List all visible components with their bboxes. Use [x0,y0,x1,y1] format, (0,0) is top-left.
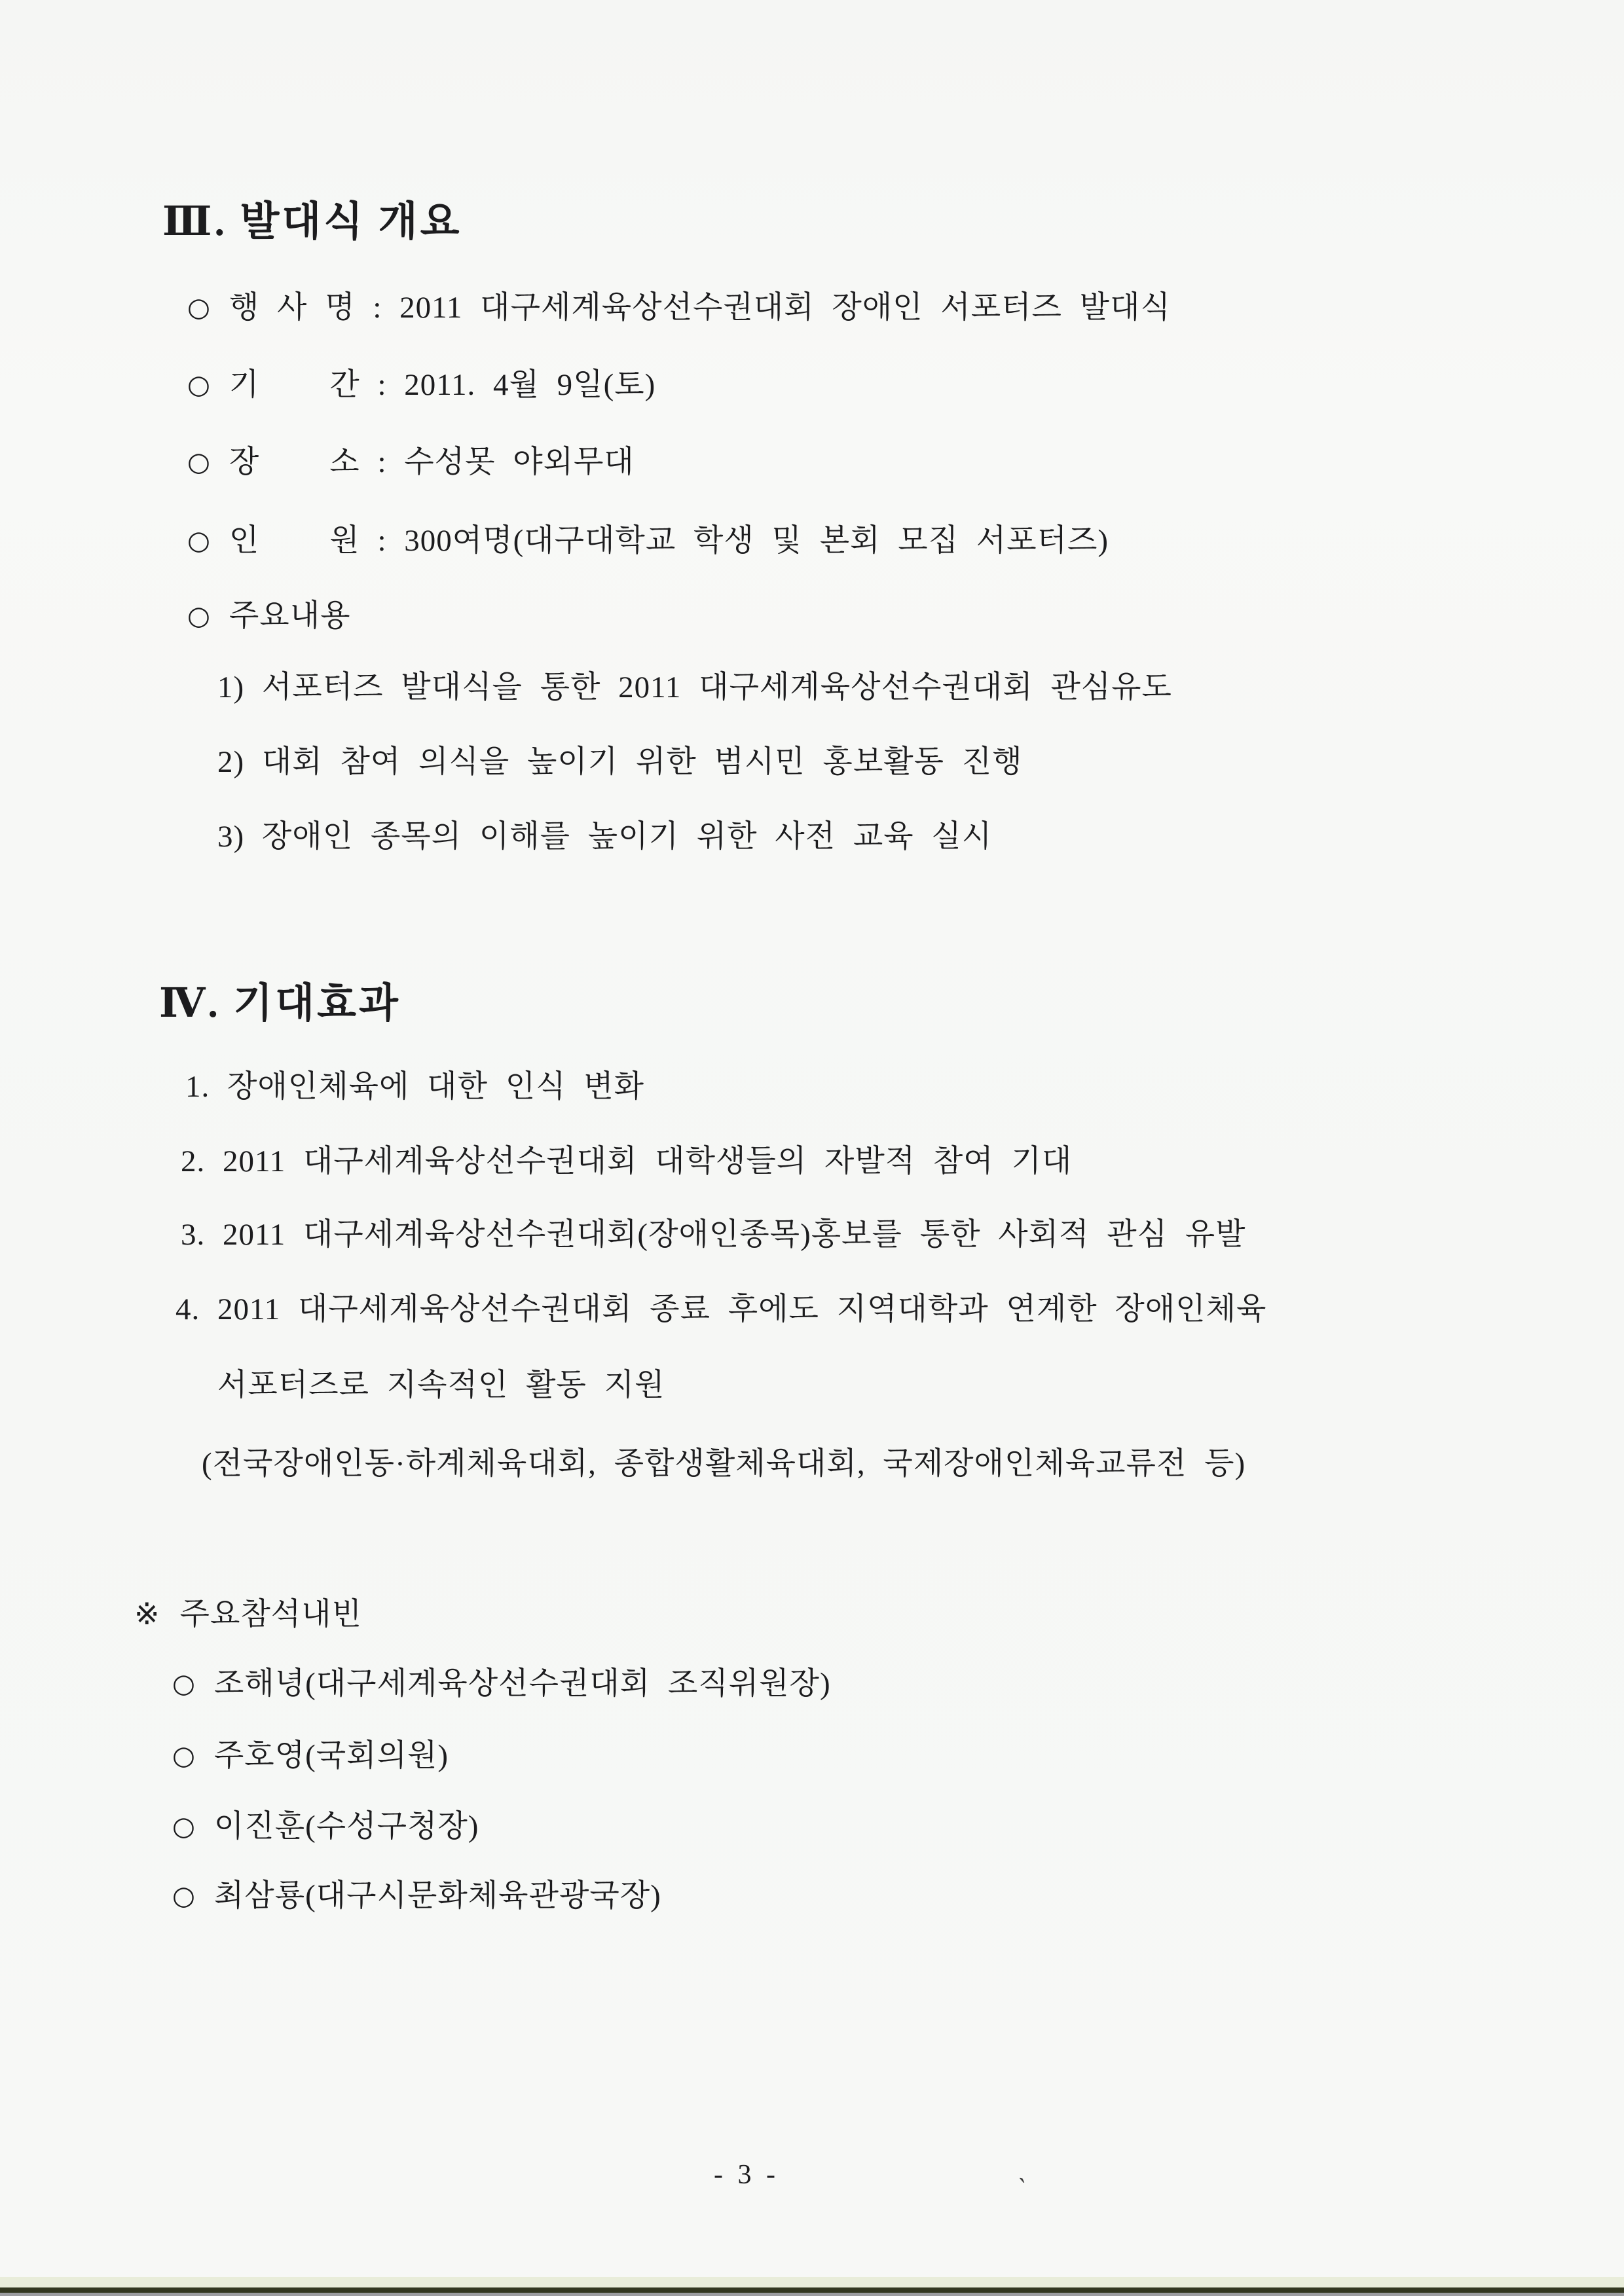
attendee-row [172,1871,661,1915]
attendee-name: 주호영(국회의원) [213,1739,449,1773]
circle-bullet-icon: ○ [187,293,211,323]
attendees-heading-row [134,1590,362,1633]
expected-effect-2: 2. 2011 대구세계육상선수권대회 대학생들의 자발적 참여 기대 [181,1144,1073,1178]
attendee-name: 조해녕(대구세계육상선수권대회 조직위원장) [213,1667,831,1701]
reference-mark-icon: ※ [134,1596,160,1631]
circle-bullet-icon: ○ [187,370,211,400]
list-item [187,283,1171,327]
event-headcount-line: 인 원 : 300여명(대구대학교 학생 및 본회 모집 서포터즈) [229,524,1109,558]
list-item [187,437,635,481]
main-content-label: 주요내용 [229,599,351,633]
attendees-heading: 주요참석내빈 [179,1597,362,1631]
section-3-heading: Ⅲ. 발대식 개요 [162,200,462,244]
event-name-line: 행 사 명 : 2011 대구세계육상선수권대회 장애인 서포터즈 발대식 [229,291,1171,325]
list-item [187,360,655,404]
expected-effect-4: 4. 2011 대구세계육상선수권대회 종료 후에도 지역대학과 연계한 장애인체육 [175,1292,1267,1326]
list-item [187,516,1109,560]
circle-bullet-icon: ○ [172,1881,196,1911]
attendee-name: 최삼룡(대구시문화체육관광국장) [213,1879,661,1913]
main-content-item-3: 3) 장애인 종목의 이해를 높이기 위한 사전 교육 실시 [217,820,993,854]
circle-bullet-icon: ○ [187,447,211,477]
expected-effect-1: 1. 장애인체육에 대한 인식 변화 [185,1070,645,1104]
main-content-item-1: 1) 서포터즈 발대식을 통한 2011 대구세계육상선수권대회 관심유도 [217,670,1172,704]
expected-effect-4-note: (전국장애인동·하계체육대회, 종합생활체육대회, 국제장애인체육교류전 등) [202,1447,1246,1481]
circle-bullet-icon: ○ [187,526,211,556]
circle-bullet-icon: ○ [172,1741,196,1771]
event-date-line: 기 간 : 2011. 4월 9일(토) [229,368,656,402]
list-item [187,591,351,635]
scan-bottom-edge-gray [0,2293,1624,2296]
attendee-row [172,1802,479,1846]
attendee-row [172,1659,831,1703]
scan-bottom-edge-dark [0,2287,1624,2293]
section-4-heading: Ⅳ. 기대효과 [159,981,401,1026]
event-place-line: 장 소 : 수성못 야외무대 [229,445,635,479]
expected-effect-3: 3. 2011 대구세계육상선수권대회(장애인종목)홍보를 통한 사회적 관심 유발 [181,1218,1246,1252]
scan-bottom-edge-light [0,2277,1624,2287]
circle-bullet-icon: ○ [172,1669,196,1699]
page-number: - 3 - [714,2160,779,2190]
expected-effect-4-continuation: 서포터즈로 지속적인 활동 지원 [217,1368,665,1402]
circle-bullet-icon: ○ [187,601,211,631]
stray-scan-mark: ` [1013,2172,1028,2203]
circle-bullet-icon: ○ [172,1812,196,1842]
attendee-row [172,1731,449,1775]
attendee-name: 이진훈(수성구청장) [213,1810,479,1844]
main-content-item-2: 2) 대회 참여 의식을 높이기 위한 범시민 홍보활동 진행 [217,745,1023,779]
